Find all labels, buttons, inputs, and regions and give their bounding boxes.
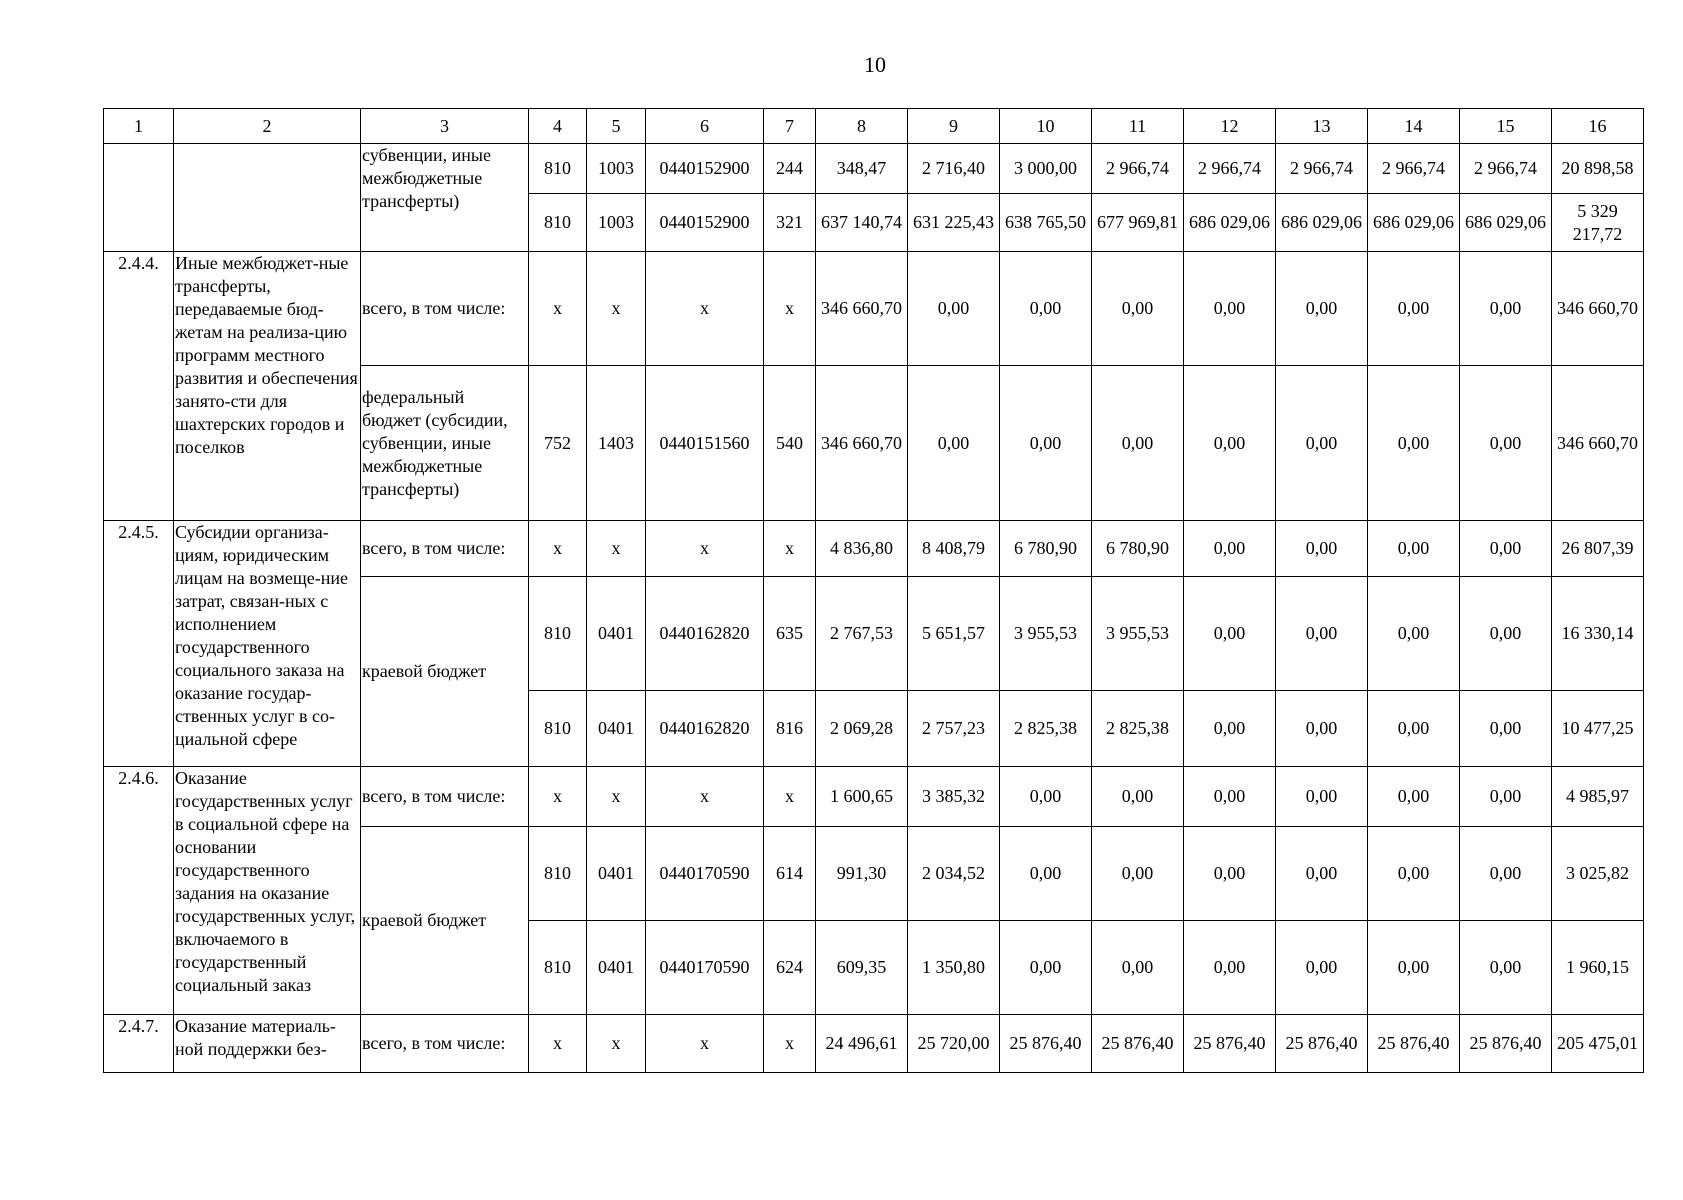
cell-col8: 24 496,61 bbox=[816, 1015, 908, 1073]
cell-col4: x bbox=[529, 252, 587, 366]
cell-col11: 25 876,40 bbox=[1092, 1015, 1184, 1073]
cell-col6: 0440152900 bbox=[646, 144, 764, 194]
item-number-cell: 2.4.5. bbox=[104, 521, 174, 767]
cell-col10: 3 000,00 bbox=[1000, 144, 1092, 194]
table-row bbox=[104, 144, 1644, 194]
cell-col6: x bbox=[646, 521, 764, 577]
cell-col16: 5 329 217,72 bbox=[1552, 194, 1644, 252]
cell-col16: 3 025,82 bbox=[1552, 827, 1644, 921]
cell-col12: 0,00 bbox=[1184, 827, 1276, 921]
cell-col6: 0440151560 bbox=[646, 366, 764, 521]
funding-source-cell: субвенции, иные межбюджетные трансферты) bbox=[361, 144, 529, 252]
cell-col10: 0,00 bbox=[1000, 252, 1092, 366]
cell-col14: 2 966,74 bbox=[1368, 144, 1460, 194]
funding-source-cell: краевой бюджет bbox=[361, 577, 529, 767]
cell-col4: 810 bbox=[529, 921, 587, 1015]
cell-col14: 0,00 bbox=[1368, 767, 1460, 827]
cell-col12: 0,00 bbox=[1184, 366, 1276, 521]
cell-col13: 0,00 bbox=[1276, 366, 1368, 521]
column-header: 2 bbox=[174, 109, 361, 144]
table-row bbox=[104, 767, 1644, 827]
cell-col9: 8 408,79 bbox=[908, 521, 1000, 577]
cell-col7: x bbox=[764, 1015, 816, 1073]
cell-col9: 0,00 bbox=[908, 252, 1000, 366]
cell-col11: 3 955,53 bbox=[1092, 577, 1184, 691]
item-number-cell: 2.4.4. bbox=[104, 252, 174, 521]
cell-col11: 0,00 bbox=[1092, 827, 1184, 921]
cell-col6: 0440162820 bbox=[646, 691, 764, 767]
cell-col8: 637 140,74 bbox=[816, 194, 908, 252]
cell-col14: 686 029,06 bbox=[1368, 194, 1460, 252]
cell-col4: 752 bbox=[529, 366, 587, 521]
cell-col9: 3 385,32 bbox=[908, 767, 1000, 827]
cell-col7: x bbox=[764, 767, 816, 827]
cell-col6: 0440170590 bbox=[646, 827, 764, 921]
cell-col12: 0,00 bbox=[1184, 521, 1276, 577]
cell-col4: 810 bbox=[529, 577, 587, 691]
cell-col12: 686 029,06 bbox=[1184, 194, 1276, 252]
cell-col10: 0,00 bbox=[1000, 827, 1092, 921]
cell-col16: 1 960,15 bbox=[1552, 921, 1644, 1015]
cell-col8: 2 069,28 bbox=[816, 691, 908, 767]
cell-col6: 0440162820 bbox=[646, 577, 764, 691]
cell-col9: 25 720,00 bbox=[908, 1015, 1000, 1073]
cell-col5: 0401 bbox=[587, 921, 646, 1015]
cell-col10: 25 876,40 bbox=[1000, 1015, 1092, 1073]
item-name-cell: Оказание материаль-ной поддержки без- bbox=[174, 1015, 361, 1073]
cell-col15: 686 029,06 bbox=[1460, 194, 1552, 252]
cell-col11: 0,00 bbox=[1092, 366, 1184, 521]
item-name-cell: Иные межбюджет-ные трансферты, передаваемые бюд-жетам на реализа-цию программ местного развития и обеспечения занято-сти для шахтерских городов и поселков bbox=[174, 252, 361, 521]
page-number: 10 bbox=[864, 52, 886, 77]
column-header: 16 bbox=[1552, 109, 1644, 144]
item-number-cell: 2.4.7. bbox=[104, 1015, 174, 1073]
cell-col6: 0440170590 bbox=[646, 921, 764, 1015]
cell-col16: 20 898,58 bbox=[1552, 144, 1644, 194]
cell-col5: 1003 bbox=[587, 144, 646, 194]
cell-col16: 205 475,01 bbox=[1552, 1015, 1644, 1073]
cell-col4: x bbox=[529, 1015, 587, 1073]
cell-col13: 0,00 bbox=[1276, 691, 1368, 767]
cell-col12: 0,00 bbox=[1184, 767, 1276, 827]
cell-col10: 2 825,38 bbox=[1000, 691, 1092, 767]
cell-col8: 991,30 bbox=[816, 827, 908, 921]
cell-col7: 635 bbox=[764, 577, 816, 691]
cell-col14: 0,00 bbox=[1368, 921, 1460, 1015]
cell-col7: x bbox=[764, 521, 816, 577]
cell-col6: x bbox=[646, 767, 764, 827]
cell-col7: 614 bbox=[764, 827, 816, 921]
cell-col10: 6 780,90 bbox=[1000, 521, 1092, 577]
cell-col9: 2 757,23 bbox=[908, 691, 1000, 767]
funding-source-cell: федеральный бюджет (субсидии, субвенции, иные межбюджетные трансферты) bbox=[361, 366, 529, 521]
cell-col9: 5 651,57 bbox=[908, 577, 1000, 691]
cell-col14: 0,00 bbox=[1368, 577, 1460, 691]
table-row bbox=[104, 521, 1644, 577]
cell-col5: 1003 bbox=[587, 194, 646, 252]
cell-col16: 4 985,97 bbox=[1552, 767, 1644, 827]
cell-col9: 2 034,52 bbox=[908, 827, 1000, 921]
cell-col13: 0,00 bbox=[1276, 827, 1368, 921]
cell-col15: 0,00 bbox=[1460, 691, 1552, 767]
cell-col4: 810 bbox=[529, 144, 587, 194]
cell-col13: 25 876,40 bbox=[1276, 1015, 1368, 1073]
column-number-row bbox=[104, 109, 1644, 144]
funding-source-cell: всего, в том числе: bbox=[361, 1015, 529, 1073]
cell-col6: x bbox=[646, 252, 764, 366]
cell-col11: 0,00 bbox=[1092, 767, 1184, 827]
cell-col10: 638 765,50 bbox=[1000, 194, 1092, 252]
funding-source-cell: краевой бюджет bbox=[361, 827, 529, 1015]
cell-col12: 0,00 bbox=[1184, 252, 1276, 366]
cell-col14: 0,00 bbox=[1368, 366, 1460, 521]
column-header: 3 bbox=[361, 109, 529, 144]
funding-source-cell: всего, в том числе: bbox=[361, 252, 529, 366]
cell-col15: 2 966,74 bbox=[1460, 144, 1552, 194]
cell-col13: 0,00 bbox=[1276, 767, 1368, 827]
table-row bbox=[104, 1015, 1644, 1073]
cell-col5: 1403 bbox=[587, 366, 646, 521]
cell-col11: 677 969,81 bbox=[1092, 194, 1184, 252]
cell-col9: 0,00 bbox=[908, 366, 1000, 521]
cell-col8: 348,47 bbox=[816, 144, 908, 194]
cell-col8: 609,35 bbox=[816, 921, 908, 1015]
cell-col13: 0,00 bbox=[1276, 921, 1368, 1015]
cell-col5: 0401 bbox=[587, 577, 646, 691]
cell-col11: 2 825,38 bbox=[1092, 691, 1184, 767]
budget-table bbox=[103, 108, 1644, 1073]
cell-col10: 0,00 bbox=[1000, 921, 1092, 1015]
cell-col5: x bbox=[587, 1015, 646, 1073]
cell-col5: x bbox=[587, 252, 646, 366]
cell-col12: 2 966,74 bbox=[1184, 144, 1276, 194]
funding-source-cell: всего, в том числе: bbox=[361, 767, 529, 827]
cell-col15: 25 876,40 bbox=[1460, 1015, 1552, 1073]
item-name-cell bbox=[174, 144, 361, 252]
cell-col4: 810 bbox=[529, 194, 587, 252]
cell-col9: 631 225,43 bbox=[908, 194, 1000, 252]
column-header: 15 bbox=[1460, 109, 1552, 144]
cell-col13: 686 029,06 bbox=[1276, 194, 1368, 252]
item-name-cell: Субсидии организа-циям, юридическим лицам на возмеще-ние затрат, связан-ных с исполнением государственного социального заказа на оказание государ-ственных услуг в со-циальной сфере bbox=[174, 521, 361, 767]
cell-col14: 25 876,40 bbox=[1368, 1015, 1460, 1073]
cell-col15: 0,00 bbox=[1460, 577, 1552, 691]
column-header: 9 bbox=[908, 109, 1000, 144]
cell-col4: x bbox=[529, 767, 587, 827]
cell-col15: 0,00 bbox=[1460, 366, 1552, 521]
cell-col12: 0,00 bbox=[1184, 577, 1276, 691]
cell-col14: 0,00 bbox=[1368, 521, 1460, 577]
cell-col7: 540 bbox=[764, 366, 816, 521]
cell-col16: 346 660,70 bbox=[1552, 252, 1644, 366]
cell-col12: 0,00 bbox=[1184, 691, 1276, 767]
cell-col14: 0,00 bbox=[1368, 252, 1460, 366]
cell-col14: 0,00 bbox=[1368, 827, 1460, 921]
column-header: 1 bbox=[104, 109, 174, 144]
cell-col15: 0,00 bbox=[1460, 827, 1552, 921]
cell-col7: 624 bbox=[764, 921, 816, 1015]
cell-col8: 346 660,70 bbox=[816, 366, 908, 521]
cell-col13: 0,00 bbox=[1276, 521, 1368, 577]
item-number-cell: 2.4.6. bbox=[104, 767, 174, 1015]
cell-col8: 4 836,80 bbox=[816, 521, 908, 577]
cell-col8: 2 767,53 bbox=[816, 577, 908, 691]
cell-col13: 0,00 bbox=[1276, 252, 1368, 366]
cell-col12: 0,00 bbox=[1184, 921, 1276, 1015]
cell-col13: 0,00 bbox=[1276, 577, 1368, 691]
cell-col7: x bbox=[764, 252, 816, 366]
column-header: 10 bbox=[1000, 109, 1092, 144]
cell-col11: 2 966,74 bbox=[1092, 144, 1184, 194]
cell-col7: 816 bbox=[764, 691, 816, 767]
column-header: 14 bbox=[1368, 109, 1460, 144]
cell-col15: 0,00 bbox=[1460, 252, 1552, 366]
cell-col9: 2 716,40 bbox=[908, 144, 1000, 194]
cell-col12: 25 876,40 bbox=[1184, 1015, 1276, 1073]
column-header: 8 bbox=[816, 109, 908, 144]
cell-col13: 2 966,74 bbox=[1276, 144, 1368, 194]
cell-col5: x bbox=[587, 767, 646, 827]
table-row bbox=[104, 252, 1644, 366]
cell-col11: 0,00 bbox=[1092, 252, 1184, 366]
cell-col4: 810 bbox=[529, 691, 587, 767]
cell-col11: 0,00 bbox=[1092, 921, 1184, 1015]
column-header: 6 bbox=[646, 109, 764, 144]
cell-col16: 346 660,70 bbox=[1552, 366, 1644, 521]
cell-col7: 321 bbox=[764, 194, 816, 252]
cell-col5: 0401 bbox=[587, 827, 646, 921]
cell-col8: 1 600,65 bbox=[816, 767, 908, 827]
cell-col7: 244 bbox=[764, 144, 816, 194]
column-header: 7 bbox=[764, 109, 816, 144]
cell-col5: x bbox=[587, 521, 646, 577]
cell-col14: 0,00 bbox=[1368, 691, 1460, 767]
column-header: 13 bbox=[1276, 109, 1368, 144]
column-header: 4 bbox=[529, 109, 587, 144]
cell-col15: 0,00 bbox=[1460, 521, 1552, 577]
cell-col16: 26 807,39 bbox=[1552, 521, 1644, 577]
cell-col6: 0440152900 bbox=[646, 194, 764, 252]
cell-col16: 10 477,25 bbox=[1552, 691, 1644, 767]
cell-col10: 0,00 bbox=[1000, 767, 1092, 827]
cell-col16: 16 330,14 bbox=[1552, 577, 1644, 691]
funding-source-cell: всего, в том числе: bbox=[361, 521, 529, 577]
cell-col10: 3 955,53 bbox=[1000, 577, 1092, 691]
cell-col6: x bbox=[646, 1015, 764, 1073]
cell-col10: 0,00 bbox=[1000, 366, 1092, 521]
cell-col4: 810 bbox=[529, 827, 587, 921]
column-header: 5 bbox=[587, 109, 646, 144]
column-header: 12 bbox=[1184, 109, 1276, 144]
cell-col15: 0,00 bbox=[1460, 767, 1552, 827]
cell-col4: x bbox=[529, 521, 587, 577]
cell-col5: 0401 bbox=[587, 691, 646, 767]
item-number-cell bbox=[104, 144, 174, 252]
item-name-cell: Оказание государственных услуг в социальной сфере на основании государственного задания на оказание государственных услуг, включаемого в государственный социальный заказ bbox=[174, 767, 361, 1015]
cell-col15: 0,00 bbox=[1460, 921, 1552, 1015]
column-header: 11 bbox=[1092, 109, 1184, 144]
cell-col9: 1 350,80 bbox=[908, 921, 1000, 1015]
cell-col11: 6 780,90 bbox=[1092, 521, 1184, 577]
cell-col8: 346 660,70 bbox=[816, 252, 908, 366]
